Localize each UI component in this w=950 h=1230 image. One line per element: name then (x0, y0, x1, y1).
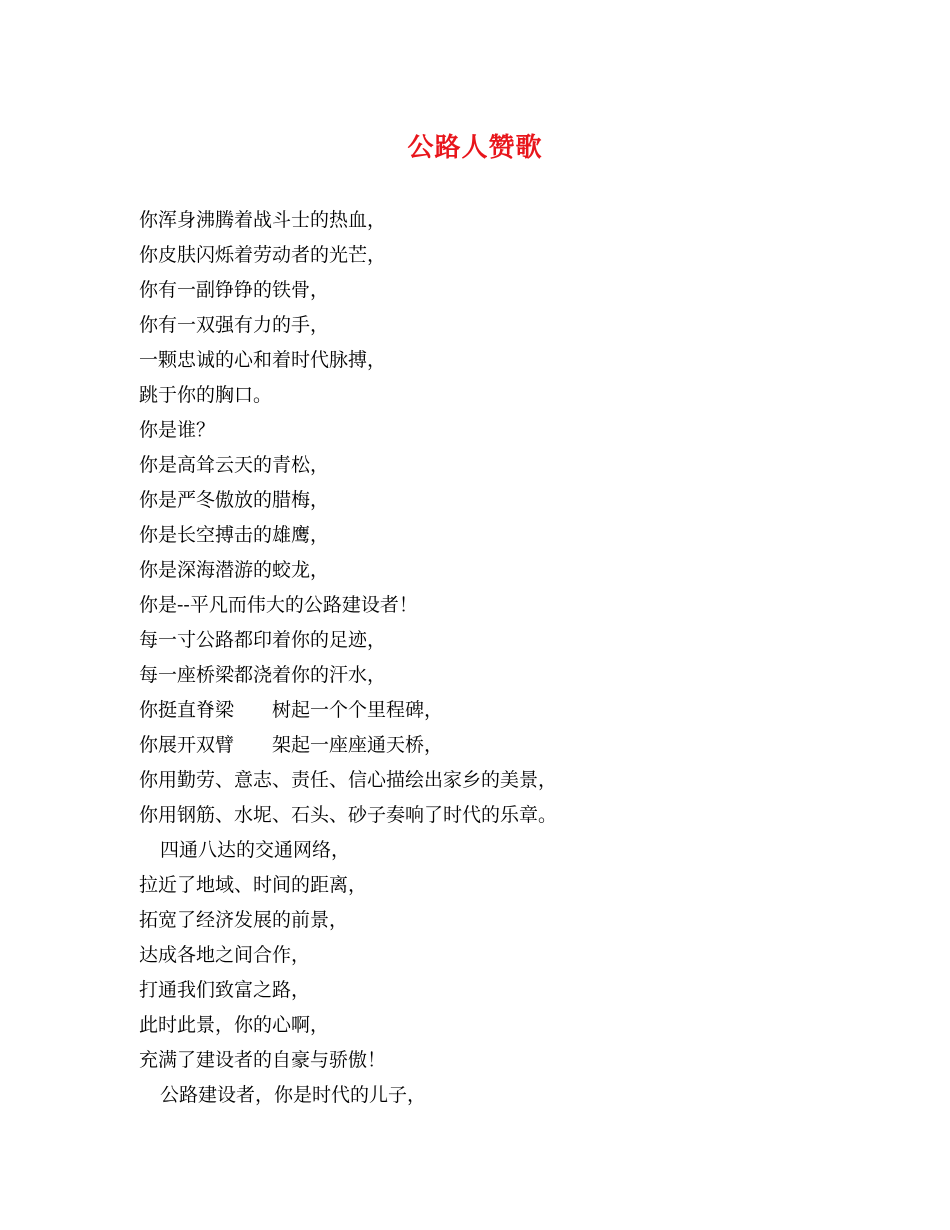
poem-line: 你用勤劳、意志、责任、信心描绘出家乡的美景， (139, 769, 558, 791)
poem-line: 你是严冬傲放的腊梅， (139, 489, 330, 511)
poem-line: 每一寸公路都印着你的足迹， (139, 629, 387, 651)
poem-body (139, 203, 839, 1113)
poem-line: 你用钢筋、水坭、石头、砂子奏响了时代的乐章。 (139, 804, 558, 826)
poem-line: 你是长空搏击的雄鹰， (139, 524, 330, 546)
poem-line: 你展开双臂 架起一座座通天桥， (139, 734, 444, 756)
poem-line: 你是深海潜游的蛟龙， (139, 559, 330, 581)
poem-line: 拓宽了经济发展的前景， (139, 909, 349, 931)
document-title: 公路人赞歌 (407, 133, 543, 163)
poem-line: 跳于你的胸口。 (139, 384, 273, 406)
poem-line: 你有一双强有力的手， (139, 314, 330, 336)
poem-line: 公路建设者，你是时代的儿子， (160, 1084, 427, 1106)
poem-line: 每一座桥梁都浇着你的汗水， (139, 664, 387, 686)
poem-line: 拉近了地域、时间的距离， (139, 874, 368, 896)
poem-line: 你挺直脊梁 树起一个个里程碑， (139, 699, 444, 721)
poem-line: 你浑身沸腾着战斗士的热血， (139, 209, 387, 231)
poem-line: 你皮肤闪烁着劳动者的光芒， (139, 244, 387, 266)
poem-line: 一颗忠诚的心和着时代脉搏， (139, 349, 387, 371)
poem-line: 你是高耸云天的青松， (139, 454, 330, 476)
poem-line: 你有一副铮铮的铁骨， (139, 279, 330, 301)
poem-line: 达成各地之间合作， (139, 944, 311, 966)
poem-line: 你是--平凡而伟大的公路建设者！ (139, 594, 418, 616)
poem-line: 你是谁？ (139, 419, 216, 441)
poem-line: 四通八达的交通网络， (160, 839, 351, 861)
poem-line: 打通我们致富之路， (139, 979, 311, 1001)
poem-line: 充满了建设者的自豪与骄傲！ (139, 1049, 387, 1071)
poem-line: 此时此景，你的心啊， (139, 1014, 330, 1036)
